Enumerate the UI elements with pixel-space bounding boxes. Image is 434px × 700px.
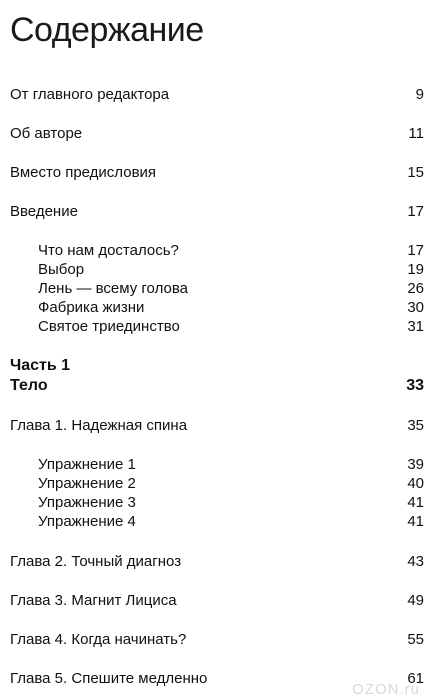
toc-entry (10, 163, 424, 183)
entry-label: Глава 4. Когда начинать? (10, 631, 187, 648)
entry-page: 40 (407, 475, 424, 492)
toc-subentry (38, 298, 424, 318)
entry-label: Глава 5. Спешите медленно (10, 670, 208, 687)
entry-page: 26 (407, 280, 424, 297)
entry-label: Упражнение 1 (38, 456, 136, 473)
toc-subentry (38, 279, 424, 299)
toc-part-entry (10, 376, 424, 396)
entry-page: 19 (407, 261, 424, 278)
entry-label: Упражнение 3 (38, 494, 136, 511)
toc-subentry (38, 317, 424, 337)
entry-label: Глава 3. Магнит Лицисa (10, 592, 177, 609)
toc-entry (10, 630, 424, 650)
entry-page: 43 (407, 553, 424, 570)
entry-page: 33 (406, 377, 424, 394)
entry-label: Упражнение 4 (38, 513, 136, 530)
entry-label: Введение (10, 203, 78, 220)
entry-page: 17 (407, 203, 424, 220)
entry-label: Фабрика жизни (38, 299, 145, 316)
entry-page: 55 (407, 631, 424, 648)
entry-page: 35 (407, 417, 424, 434)
toc-subentry (38, 512, 424, 532)
toc-entry (10, 552, 424, 572)
toc-subentry (38, 241, 424, 261)
entry-label: Глава 2. Точный диагноз (10, 553, 182, 570)
toc-subentry (38, 455, 424, 475)
entry-label: Глава 1. Надежная спина (10, 417, 188, 434)
entry-page: 30 (407, 299, 424, 316)
entry-label: Выбор (38, 261, 85, 278)
entry-page: 41 (407, 494, 424, 511)
toc-entry (10, 202, 424, 222)
entry-label: Об авторе (10, 125, 83, 142)
entry-label: От главного редактора (10, 86, 170, 103)
toc-entry (10, 416, 424, 436)
entry-label: Вместо предисловия (10, 164, 157, 181)
page-title: Содержание (10, 11, 204, 49)
toc-entry (10, 85, 424, 105)
entry-page: 49 (407, 592, 424, 609)
toc-entry (10, 591, 424, 611)
entry-page: 11 (408, 125, 424, 142)
toc-subentry (38, 260, 424, 280)
entry-label: Что нам досталось? (38, 242, 179, 259)
entry-page: 41 (407, 513, 424, 530)
entry-page: 61 (407, 670, 424, 687)
entry-page: 17 (407, 242, 424, 259)
toc-subentry (38, 493, 424, 513)
entry-label: Упражнение 2 (38, 475, 136, 492)
entry-page: 15 (407, 164, 424, 181)
entry-label: Святое триединство (38, 318, 180, 335)
entry-page: 9 (415, 86, 424, 103)
toc-entry (10, 124, 424, 144)
entry-label: Тело (10, 377, 48, 394)
watermark: OZON.ru (352, 681, 420, 698)
entry-label: Лень — всему голова (38, 280, 188, 297)
entry-page: 31 (407, 318, 424, 335)
entry-page: 39 (407, 456, 424, 473)
toc-subentry (38, 474, 424, 494)
part-heading: Часть 1 (10, 357, 71, 374)
